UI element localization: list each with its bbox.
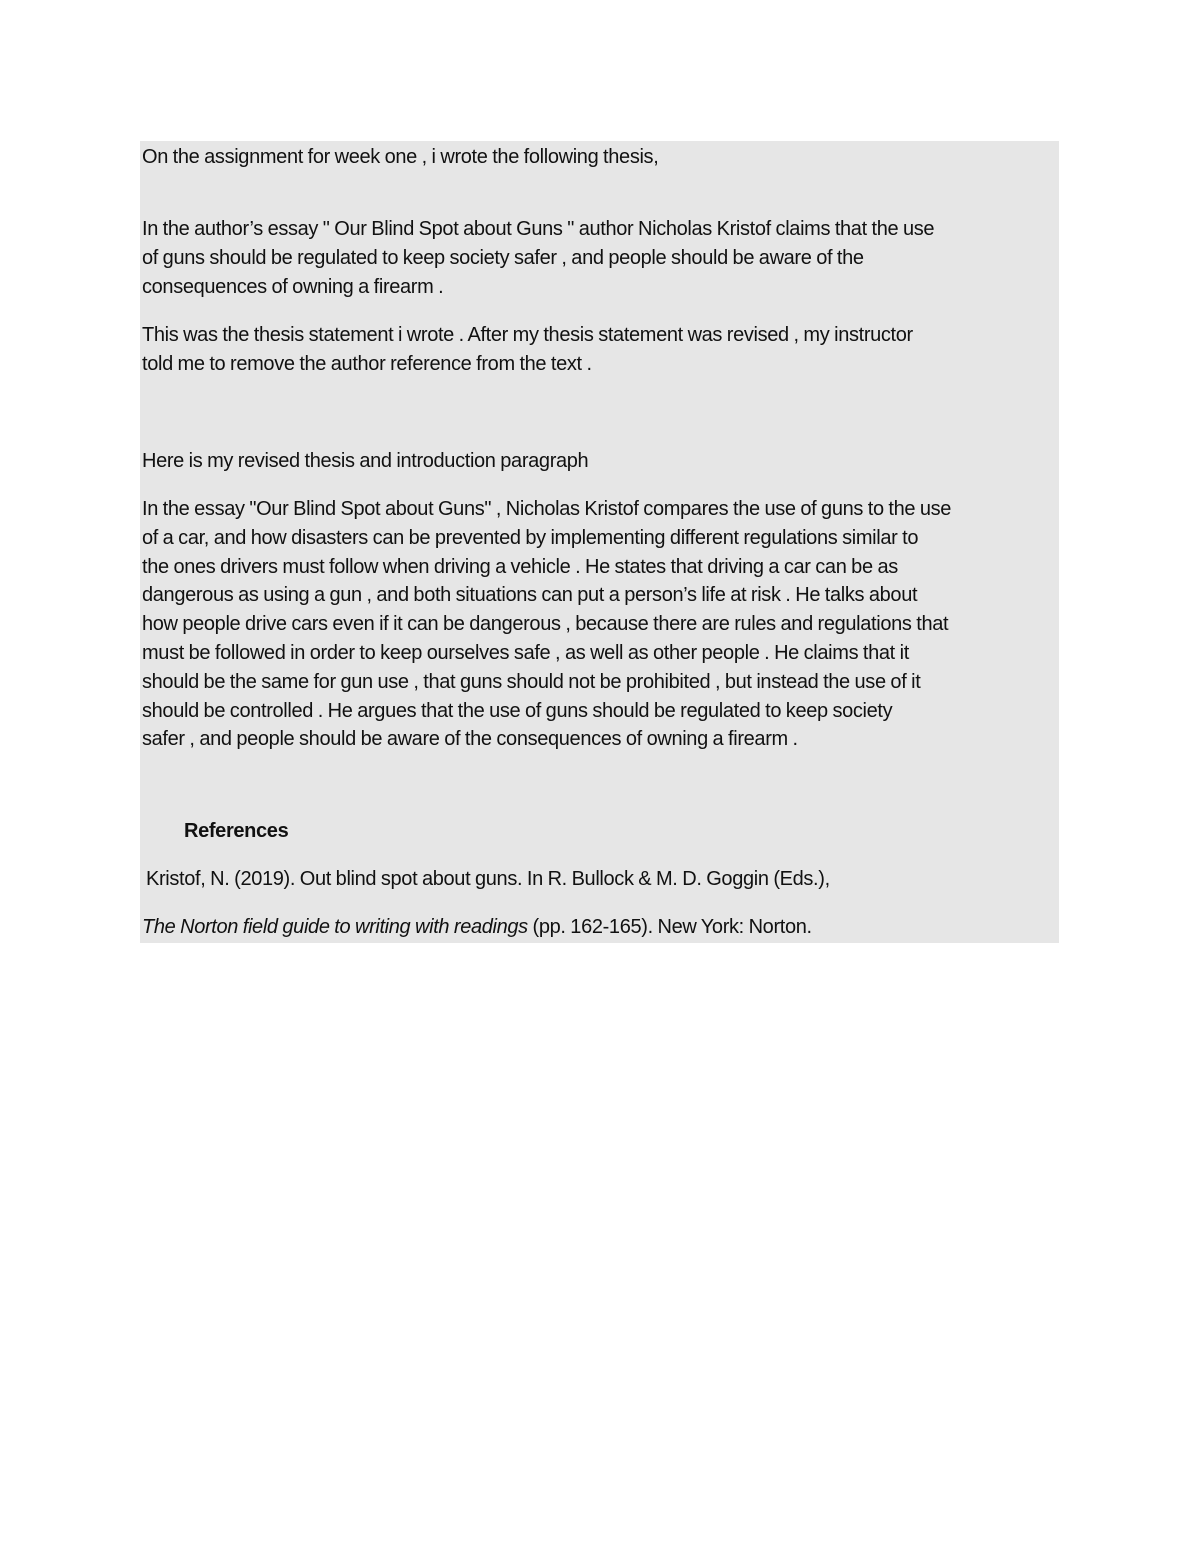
paragraph-line: In the author’s essay " Our Blind Spot about Guns " author Nicholas Kristof claims that the use [142, 218, 935, 240]
paragraph-line: the ones drivers must follow when driving a vehicle . He states that driving a car can be as [142, 555, 898, 578]
paragraph-line: of guns should be regulated to keep society safer , and people should be aware of the [142, 246, 864, 269]
introduction-paragraph [142, 495, 1056, 754]
paragraph-line: of a car, and how disasters can be prevented by implementing different regulations similar to [142, 526, 919, 549]
paragraph-line: should be controlled . He argues that the use of guns should be regulated to keep society [142, 699, 893, 722]
intro-sentence: On the assignment for week one , i wrote the following thesis, [142, 146, 659, 168]
paragraph-line: should be the same for gun use , that guns should not be prohibited , but instead the use of it [142, 670, 921, 693]
references-heading: References [184, 820, 289, 842]
paragraph-line: In the essay "Our Blind Spot about Guns" , Nicholas Kristof compares the use of guns to the use [142, 498, 952, 520]
paragraph-line: must be followed in order to keep ourselves safe , as well as other people . He claims that it [142, 641, 909, 664]
paragraph-line: consequences of owning a firearm . [142, 275, 444, 298]
original-thesis-paragraph [142, 215, 1056, 301]
paragraph-line: how people drive cars even if it can be dangerous , because there are rules and regulations that [142, 613, 949, 636]
highlighted-text-block [140, 141, 1059, 943]
paragraph-line: This was the thesis statement i wrote . After my thesis statement was revised , my instructor [142, 324, 913, 346]
reference-publication-details: (pp. 162-165). New York: Norton. [527, 916, 812, 938]
revised-thesis-label: Here is my revised thesis and introduction paragraph [142, 450, 589, 472]
reference-book-title: The Norton field guide to writing with readings [142, 916, 528, 938]
reference-entry-line-1: Kristof, N. (2019). Out blind spot about guns. In R. Bullock & M. D. Goggin (Eds.), [146, 868, 830, 890]
instructor-feedback-paragraph [142, 321, 1056, 379]
paragraph-line: dangerous as using a gun , and both situations can put a person’s life at risk . He talks about [142, 584, 918, 607]
paragraph-line: safer , and people should be aware of the consequences of owning a firearm . [142, 728, 798, 751]
reference-entry-line-2 [142, 913, 812, 942]
paragraph-line: told me to remove the author reference from the text . [142, 352, 592, 375]
